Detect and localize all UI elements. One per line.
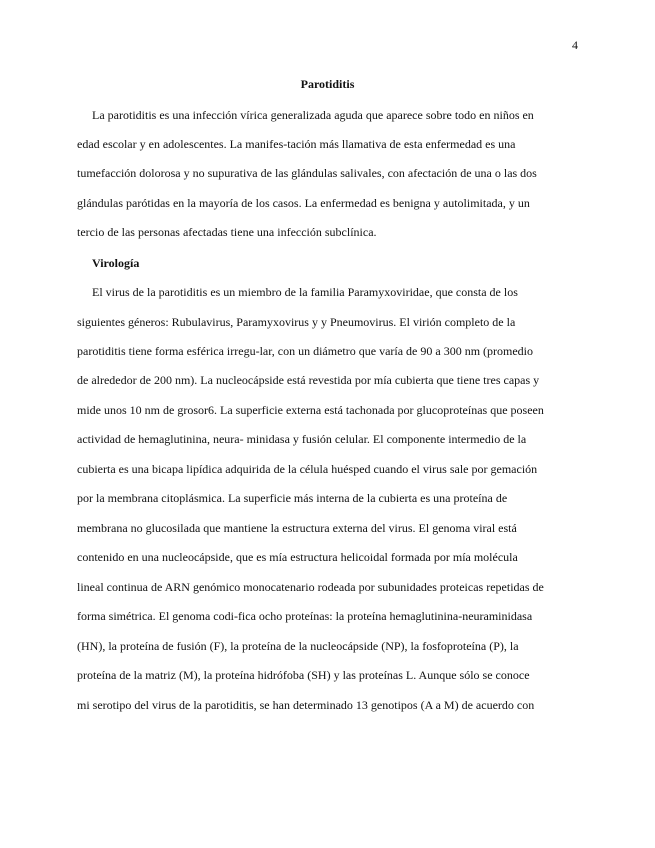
paragraph-line: por la membrana citoplásmica. La superficie más interna de la cubierta es una proteína de — [77, 491, 508, 505]
paragraph-line: tercio de las personas afectadas tiene una infección subclínica. — [77, 225, 377, 239]
paragraph-line: (HN), la proteína de fusión (F), la proteína de la nucleocápside (NP), la fosfoproteína (P), la — [77, 639, 519, 653]
paragraph-line: edad escolar y en adolescentes. La manifes-tación más llamativa de esta enfermedad es una — [77, 137, 516, 151]
paragraph-line: membrana no glucosilada que mantiene la estructura externa del virus. El genoma viral está — [77, 521, 517, 535]
paragraph-line: de alrededor de 200 nm). La nucleocápside está revestida por mía cubierta que tiene tres capas y — [77, 373, 540, 387]
paragraph-line: El virus de la parotiditis es un miembro de la familia Paramyxoviridae, que consta de los — [92, 285, 518, 299]
paragraph-line: lineal continua de ARN genómico monocatenario rodeada por subunidades proteicas repetidas de — [77, 580, 544, 594]
paragraph-line: glándulas parótidas en la mayoría de los casos. La enfermedad es benigna y autolimitada, y un — [77, 196, 530, 210]
paragraph-line: mi serotipo del virus de la parotiditis, se han determinado 13 genotipos (A a M) de acuerdo con — [77, 698, 535, 712]
section-heading: Virología — [92, 256, 140, 270]
paragraph-line: parotiditis tiene forma esférica irregu-lar, con un diámetro que varía de 90 a 300 nm (promedio — [77, 344, 534, 358]
paragraph-line: mide unos 10 nm de grosor6. La superficie externa está tachonada por glucoproteínas que poseen — [77, 403, 544, 417]
paragraph-line: tumefacción dolorosa y no supurativa de las glándulas salivales, con afectación de una o las dos — [77, 166, 537, 180]
paragraph-line: proteína de la matriz (M), la proteína hidrófoba (SH) y las proteínas L. Aunque sólo se conoce — [77, 668, 530, 682]
page-number: 4 — [572, 38, 578, 52]
paragraph-line: cubierta es una bicapa lipídica adquirida de la célula huésped cuando el virus sale por gemación — [77, 462, 538, 476]
paragraph-line: actividad de hemaglutinina, neura- minidasa y fusión celular. El componente intermedio de la — [77, 432, 527, 446]
paragraph-line: siguientes géneros: Rubulavirus, Paramyxovirus y y Pneumovirus. El virión completo de la — [77, 315, 516, 329]
paragraph-line: forma simétrica. El genoma codi-fica ocho proteínas: la proteína hemaglutinina-neuraminidasa — [77, 609, 533, 623]
page-title: Parotiditis — [300, 77, 355, 91]
paragraph-line: contenido en una nucleocápside, que es mía estructura helicoidal formada por mía molécula — [77, 550, 518, 564]
paragraph-line: La parotiditis es una infección vírica generalizada aguda que aparece sobre todo en niños en — [92, 108, 534, 122]
